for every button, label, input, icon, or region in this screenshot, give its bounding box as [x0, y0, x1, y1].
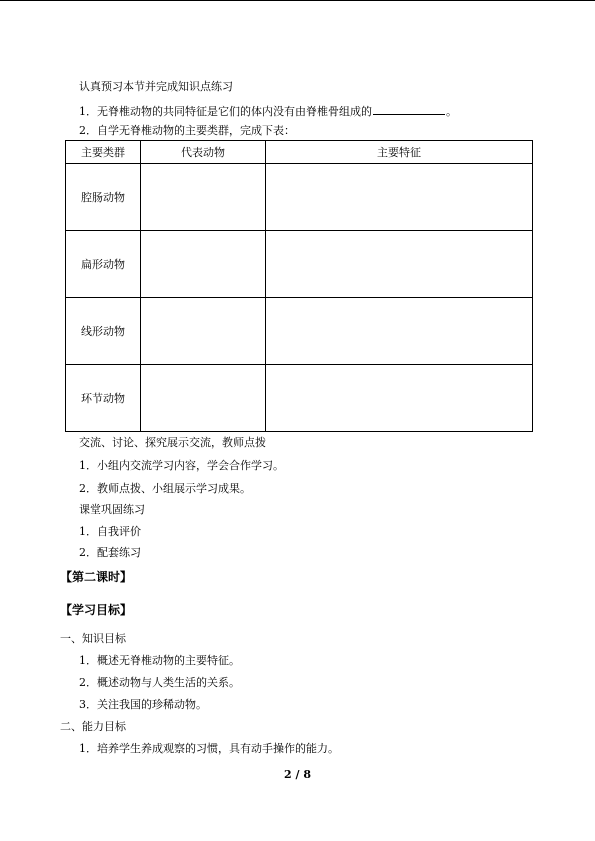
features-cell[interactable] — [266, 231, 533, 298]
group-cell: 线形动物 — [66, 298, 141, 365]
practice-heading: 课堂巩固练习 — [79, 503, 145, 516]
group-cell: 环节动物 — [66, 365, 141, 432]
header-group: 主要类群 — [66, 141, 141, 164]
page-number: 2 / 8 — [284, 768, 311, 781]
table-row — [66, 298, 533, 365]
knowledge-heading: 一、知识目标 — [60, 632, 126, 645]
knowledge-item: 2．概述动物与人类生活的关系。 — [79, 676, 240, 689]
ability-item: 1．培养学生养成观察的习惯，具有动手操作的能力。 — [79, 742, 339, 755]
ability-heading: 二、能力目标 — [60, 720, 126, 733]
question-1-end: 。 — [446, 105, 457, 118]
representative-cell[interactable] — [141, 231, 266, 298]
question-1-text: 1．无脊椎动物的共同特征是它们的体内没有由脊椎骨组成的 — [79, 105, 372, 118]
representative-cell[interactable] — [141, 164, 266, 231]
table-row — [66, 164, 533, 231]
question-1 — [79, 103, 457, 119]
question-2: 2．自学无脊椎动物的主要类群，完成下表： — [79, 124, 295, 137]
representative-cell[interactable] — [141, 298, 266, 365]
table-header-row — [66, 141, 533, 164]
exchange-heading: 交流、讨论、探究展示交流，教师点拨 — [79, 436, 266, 449]
lesson-2-title: 【第二课时】 — [60, 570, 133, 584]
representative-cell[interactable] — [141, 365, 266, 432]
group-cell: 腔肠动物 — [66, 164, 141, 231]
knowledge-item: 1．概述无脊椎动物的主要特征。 — [79, 654, 240, 667]
answer-blank[interactable] — [373, 103, 445, 115]
intro-text: 认真预习本节并完成知识点练习 — [79, 80, 233, 93]
header-representative: 代表动物 — [141, 141, 266, 164]
exchange-item: 2．教师点拨、小组展示学习成果。 — [79, 482, 251, 495]
features-cell[interactable] — [266, 164, 533, 231]
practice-item: 1．自我评价 — [79, 525, 141, 538]
header-rule — [0, 0, 595, 1]
objectives-title: 【学习目标】 — [60, 603, 133, 617]
exchange-item: 1．小组内交流学习内容，学会合作学习。 — [79, 459, 284, 472]
knowledge-item: 3．关注我国的珍稀动物。 — [79, 698, 207, 711]
practice-item: 2．配套练习 — [79, 546, 141, 559]
table-row — [66, 365, 533, 432]
invertebrate-table — [65, 140, 533, 432]
table-row — [66, 231, 533, 298]
features-cell[interactable] — [266, 365, 533, 432]
features-cell[interactable] — [266, 298, 533, 365]
header-features: 主要特征 — [266, 141, 533, 164]
group-cell: 扁形动物 — [66, 231, 141, 298]
